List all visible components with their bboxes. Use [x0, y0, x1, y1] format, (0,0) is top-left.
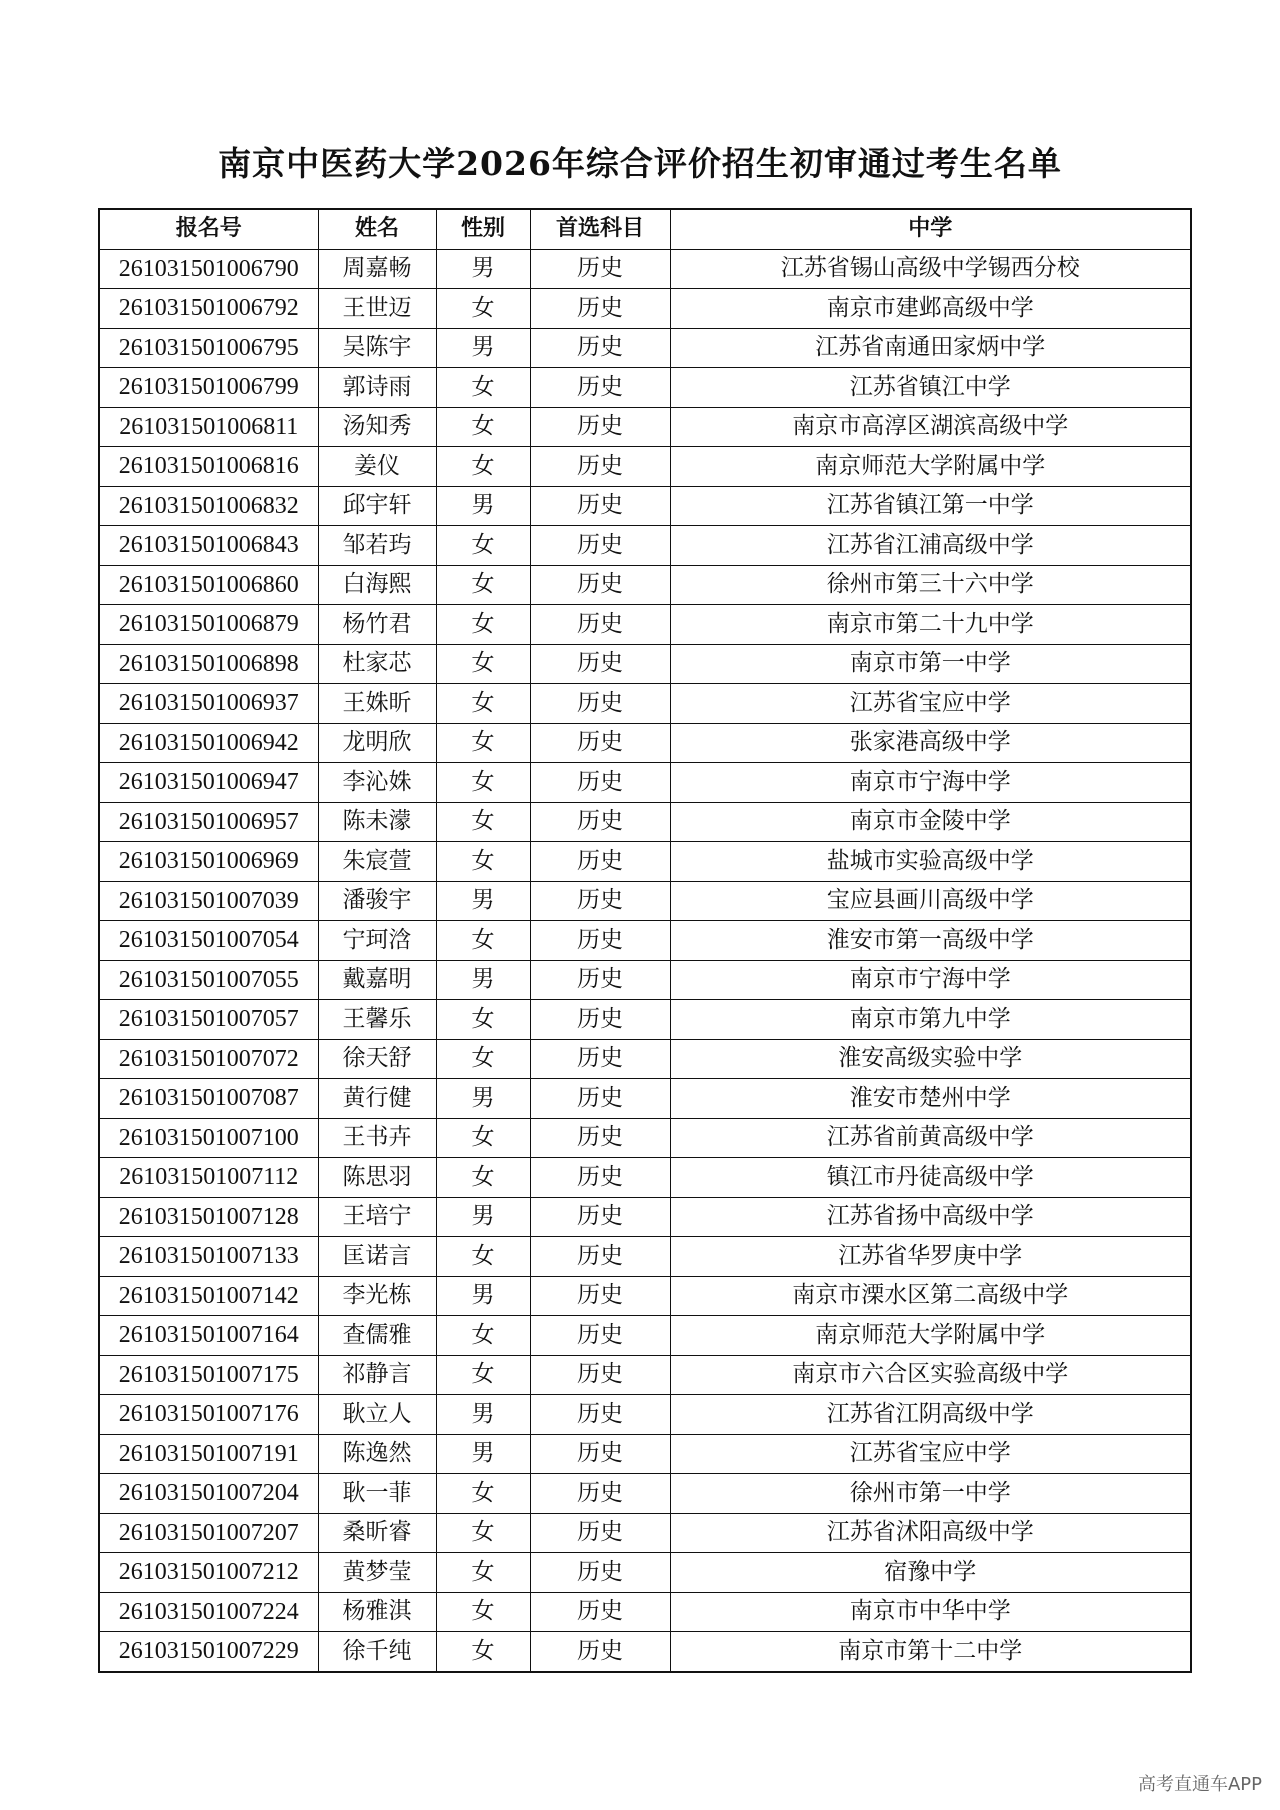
table-row — [99, 565, 1191, 605]
registration-number-cell: 261031501007057 — [99, 1000, 318, 1040]
gender-cell: 女 — [436, 368, 530, 408]
school-cell: 南京市高淳区湖滨高级中学 — [670, 407, 1191, 447]
subject-cell: 历史 — [530, 921, 670, 961]
registration-number-cell: 261031501007204 — [99, 1474, 318, 1514]
subject-cell: 历史 — [530, 1632, 670, 1672]
registration-number-cell: 261031501006811 — [99, 407, 318, 447]
gender-cell: 男 — [436, 1079, 530, 1119]
school-cell: 镇江市丹徒高级中学 — [670, 1158, 1191, 1198]
student-name-cell: 匡诺言 — [318, 1237, 436, 1277]
column-header-registration-number: 报名号 — [99, 209, 318, 249]
gender-cell: 女 — [436, 447, 530, 487]
table-row — [99, 1632, 1191, 1672]
table-row — [99, 723, 1191, 763]
table-row — [99, 447, 1191, 487]
student-name-cell: 桑昕睿 — [318, 1513, 436, 1553]
table-row — [99, 1118, 1191, 1158]
table-row — [99, 802, 1191, 842]
gender-cell: 男 — [436, 960, 530, 1000]
school-cell: 张家港高级中学 — [670, 723, 1191, 763]
registration-number-cell: 261031501006879 — [99, 605, 318, 645]
school-cell: 江苏省南通田家炳中学 — [670, 328, 1191, 368]
registration-number-cell: 261031501007055 — [99, 960, 318, 1000]
student-name-cell: 吴陈宇 — [318, 328, 436, 368]
table-row — [99, 486, 1191, 526]
table-row — [99, 605, 1191, 645]
student-name-cell: 徐天舒 — [318, 1039, 436, 1079]
student-name-cell: 王世迈 — [318, 289, 436, 329]
student-name-cell: 王姝昕 — [318, 684, 436, 724]
school-cell: 南京市宁海中学 — [670, 960, 1191, 1000]
gender-cell: 男 — [436, 486, 530, 526]
student-name-cell: 龙明欣 — [318, 723, 436, 763]
school-cell: 南京市第二十九中学 — [670, 605, 1191, 645]
gender-cell: 女 — [436, 1316, 530, 1356]
subject-cell: 历史 — [530, 328, 670, 368]
subject-cell: 历史 — [530, 763, 670, 803]
gender-cell: 女 — [436, 565, 530, 605]
school-cell: 江苏省扬中高级中学 — [670, 1197, 1191, 1237]
registration-number-cell: 261031501006843 — [99, 526, 318, 566]
table-row — [99, 407, 1191, 447]
student-name-cell: 汤知秀 — [318, 407, 436, 447]
registration-number-cell: 261031501006969 — [99, 842, 318, 882]
registration-number-cell: 261031501006957 — [99, 802, 318, 842]
student-name-cell: 黄行健 — [318, 1079, 436, 1119]
gender-cell: 女 — [436, 644, 530, 684]
student-name-cell: 李光栋 — [318, 1276, 436, 1316]
table-row — [99, 881, 1191, 921]
subject-cell: 历史 — [530, 1553, 670, 1593]
student-name-cell: 郭诗雨 — [318, 368, 436, 408]
registration-number-cell: 261031501006937 — [99, 684, 318, 724]
table-row — [99, 368, 1191, 408]
student-name-cell: 陈逸然 — [318, 1434, 436, 1474]
subject-cell: 历史 — [530, 1158, 670, 1198]
registration-number-cell: 261031501006795 — [99, 328, 318, 368]
school-cell: 徐州市第一中学 — [670, 1474, 1191, 1514]
table-row — [99, 1000, 1191, 1040]
table-row — [99, 1513, 1191, 1553]
school-cell: 江苏省江阴高级中学 — [670, 1395, 1191, 1435]
subject-cell: 历史 — [530, 1039, 670, 1079]
school-cell: 南京市六合区实验高级中学 — [670, 1355, 1191, 1395]
student-name-cell: 戴嘉明 — [318, 960, 436, 1000]
registration-number-cell: 261031501006832 — [99, 486, 318, 526]
registration-number-cell: 261031501007112 — [99, 1158, 318, 1198]
registration-number-cell: 261031501006799 — [99, 368, 318, 408]
table-body — [99, 249, 1191, 1672]
school-cell: 淮安市楚州中学 — [670, 1079, 1191, 1119]
student-name-cell: 白海熙 — [318, 565, 436, 605]
student-name-cell: 杨雅淇 — [318, 1592, 436, 1632]
column-header-name: 姓名 — [318, 209, 436, 249]
student-name-cell: 宁珂浛 — [318, 921, 436, 961]
student-name-cell: 姜仪 — [318, 447, 436, 487]
subject-cell: 历史 — [530, 1513, 670, 1553]
table-row — [99, 1237, 1191, 1277]
school-cell: 淮安高级实验中学 — [670, 1039, 1191, 1079]
school-cell: 南京市宁海中学 — [670, 763, 1191, 803]
school-cell: 南京市第一中学 — [670, 644, 1191, 684]
table-row — [99, 1276, 1191, 1316]
page-title: 南京中医药大学2026年综合评价招生初审通过考生名单 — [218, 144, 1062, 183]
school-cell: 江苏省江浦高级中学 — [670, 526, 1191, 566]
student-name-cell: 杨竹君 — [318, 605, 436, 645]
table-row — [99, 1592, 1191, 1632]
school-cell: 江苏省镇江第一中学 — [670, 486, 1191, 526]
school-cell: 南京市第十二中学 — [670, 1632, 1191, 1672]
school-cell: 南京市第九中学 — [670, 1000, 1191, 1040]
subject-cell: 历史 — [530, 486, 670, 526]
school-cell: 江苏省锡山高级中学锡西分校 — [670, 249, 1191, 289]
table-row — [99, 1553, 1191, 1593]
table-header-row — [99, 209, 1191, 249]
table-row — [99, 1316, 1191, 1356]
registration-number-cell: 261031501006942 — [99, 723, 318, 763]
student-name-cell: 朱宸萱 — [318, 842, 436, 882]
candidate-table — [98, 208, 1192, 1673]
student-name-cell: 杜家芯 — [318, 644, 436, 684]
subject-cell: 历史 — [530, 368, 670, 408]
subject-cell: 历史 — [530, 1592, 670, 1632]
gender-cell: 女 — [436, 1000, 530, 1040]
school-cell: 南京市溧水区第二高级中学 — [670, 1276, 1191, 1316]
gender-cell: 女 — [436, 1474, 530, 1514]
registration-number-cell: 261031501006790 — [99, 249, 318, 289]
gender-cell: 男 — [436, 1197, 530, 1237]
registration-number-cell: 261031501007054 — [99, 921, 318, 961]
student-name-cell: 查儒雅 — [318, 1316, 436, 1356]
gender-cell: 女 — [436, 1158, 530, 1198]
gender-cell: 男 — [436, 1434, 530, 1474]
subject-cell: 历史 — [530, 1276, 670, 1316]
registration-number-cell: 261031501007191 — [99, 1434, 318, 1474]
school-cell: 南京市中华中学 — [670, 1592, 1191, 1632]
table-row — [99, 1434, 1191, 1474]
registration-number-cell: 261031501007087 — [99, 1079, 318, 1119]
subject-cell: 历史 — [530, 1474, 670, 1514]
table-row — [99, 1395, 1191, 1435]
school-cell: 江苏省华罗庚中学 — [670, 1237, 1191, 1277]
gender-cell: 女 — [436, 1513, 530, 1553]
gender-cell: 女 — [436, 605, 530, 645]
registration-number-cell: 261031501007212 — [99, 1553, 318, 1593]
registration-number-cell: 261031501006947 — [99, 763, 318, 803]
registration-number-cell: 261031501007039 — [99, 881, 318, 921]
student-name-cell: 潘骏宇 — [318, 881, 436, 921]
table-row — [99, 328, 1191, 368]
column-header-subject: 首选科目 — [530, 209, 670, 249]
registration-number-cell: 261031501006816 — [99, 447, 318, 487]
table-row — [99, 1039, 1191, 1079]
student-name-cell: 王馨乐 — [318, 1000, 436, 1040]
subject-cell: 历史 — [530, 842, 670, 882]
student-name-cell: 黄梦莹 — [318, 1553, 436, 1593]
table-row — [99, 249, 1191, 289]
school-cell: 江苏省前黄高级中学 — [670, 1118, 1191, 1158]
registration-number-cell: 261031501007072 — [99, 1039, 318, 1079]
subject-cell: 历史 — [530, 802, 670, 842]
student-name-cell: 耿立人 — [318, 1395, 436, 1435]
school-cell: 宿豫中学 — [670, 1553, 1191, 1593]
subject-cell: 历史 — [530, 1118, 670, 1158]
school-cell: 南京市建邺高级中学 — [670, 289, 1191, 329]
school-cell: 江苏省沭阳高级中学 — [670, 1513, 1191, 1553]
gender-cell: 女 — [436, 1553, 530, 1593]
table-row — [99, 763, 1191, 803]
gender-cell: 男 — [436, 1276, 530, 1316]
school-cell: 淮安市第一高级中学 — [670, 921, 1191, 961]
student-name-cell: 周嘉畅 — [318, 249, 436, 289]
school-cell: 南京市金陵中学 — [670, 802, 1191, 842]
subject-cell: 历史 — [530, 526, 670, 566]
school-cell: 徐州市第三十六中学 — [670, 565, 1191, 605]
subject-cell: 历史 — [530, 1079, 670, 1119]
student-name-cell: 陈思羽 — [318, 1158, 436, 1198]
subject-cell: 历史 — [530, 723, 670, 763]
school-cell: 江苏省宝应中学 — [670, 1434, 1191, 1474]
student-name-cell: 祁静言 — [318, 1355, 436, 1395]
gender-cell: 女 — [436, 842, 530, 882]
school-cell: 江苏省宝应中学 — [670, 684, 1191, 724]
table-row — [99, 289, 1191, 329]
table-row — [99, 1197, 1191, 1237]
subject-cell: 历史 — [530, 1197, 670, 1237]
student-name-cell: 徐千纯 — [318, 1632, 436, 1672]
table-row — [99, 1355, 1191, 1395]
gender-cell: 女 — [436, 921, 530, 961]
registration-number-cell: 261031501007100 — [99, 1118, 318, 1158]
subject-cell: 历史 — [530, 1000, 670, 1040]
gender-cell: 男 — [436, 249, 530, 289]
subject-cell: 历史 — [530, 644, 670, 684]
gender-cell: 女 — [436, 1632, 530, 1672]
table-row — [99, 526, 1191, 566]
gender-cell: 男 — [436, 881, 530, 921]
subject-cell: 历史 — [530, 605, 670, 645]
registration-number-cell: 261031501006898 — [99, 644, 318, 684]
registration-number-cell: 261031501007142 — [99, 1276, 318, 1316]
registration-number-cell: 261031501006792 — [99, 289, 318, 329]
subject-cell: 历史 — [530, 447, 670, 487]
gender-cell: 女 — [436, 407, 530, 447]
gender-cell: 女 — [436, 289, 530, 329]
gender-cell: 女 — [436, 684, 530, 724]
gender-cell: 女 — [436, 1039, 530, 1079]
registration-number-cell: 261031501007175 — [99, 1355, 318, 1395]
gender-cell: 女 — [436, 526, 530, 566]
gender-cell: 女 — [436, 763, 530, 803]
table-row — [99, 1158, 1191, 1198]
school-cell: 南京师范大学附属中学 — [670, 447, 1191, 487]
gender-cell: 女 — [436, 1592, 530, 1632]
gender-cell: 女 — [436, 1118, 530, 1158]
school-cell: 南京师范大学附属中学 — [670, 1316, 1191, 1356]
registration-number-cell: 261031501007224 — [99, 1592, 318, 1632]
table-row — [99, 1474, 1191, 1514]
subject-cell: 历史 — [530, 1355, 670, 1395]
gender-cell: 女 — [436, 802, 530, 842]
subject-cell: 历史 — [530, 1434, 670, 1474]
student-name-cell: 耿一菲 — [318, 1474, 436, 1514]
table-row — [99, 644, 1191, 684]
student-name-cell: 李沁姝 — [318, 763, 436, 803]
subject-cell: 历史 — [530, 684, 670, 724]
registration-number-cell: 261031501006860 — [99, 565, 318, 605]
gender-cell: 女 — [436, 1355, 530, 1395]
registration-number-cell: 261031501007207 — [99, 1513, 318, 1553]
subject-cell: 历史 — [530, 960, 670, 1000]
column-header-gender: 性别 — [436, 209, 530, 249]
student-name-cell: 陈未濛 — [318, 802, 436, 842]
subject-cell: 历史 — [530, 249, 670, 289]
column-header-school: 中学 — [670, 209, 1191, 249]
gender-cell: 男 — [436, 1395, 530, 1435]
subject-cell: 历史 — [530, 1316, 670, 1356]
subject-cell: 历史 — [530, 565, 670, 605]
gender-cell: 女 — [436, 723, 530, 763]
school-cell: 盐城市实验高级中学 — [670, 842, 1191, 882]
subject-cell: 历史 — [530, 1395, 670, 1435]
student-name-cell: 王书卉 — [318, 1118, 436, 1158]
subject-cell: 历史 — [530, 289, 670, 329]
student-name-cell: 邹若玙 — [318, 526, 436, 566]
registration-number-cell: 261031501007164 — [99, 1316, 318, 1356]
subject-cell: 历史 — [530, 881, 670, 921]
registration-number-cell: 261031501007128 — [99, 1197, 318, 1237]
registration-number-cell: 261031501007176 — [99, 1395, 318, 1435]
student-name-cell: 邱宇轩 — [318, 486, 436, 526]
gender-cell: 男 — [436, 328, 530, 368]
table-row — [99, 842, 1191, 882]
registration-number-cell: 261031501007229 — [99, 1632, 318, 1672]
subject-cell: 历史 — [530, 1237, 670, 1277]
table-row — [99, 1079, 1191, 1119]
school-cell: 宝应县画川高级中学 — [670, 881, 1191, 921]
school-cell: 江苏省镇江中学 — [670, 368, 1191, 408]
table-row — [99, 960, 1191, 1000]
registration-number-cell: 261031501007133 — [99, 1237, 318, 1277]
table-row — [99, 684, 1191, 724]
subject-cell: 历史 — [530, 407, 670, 447]
table-row — [99, 921, 1191, 961]
gender-cell: 女 — [436, 1237, 530, 1277]
student-name-cell: 王培宁 — [318, 1197, 436, 1237]
watermark-text: 高考直通车APP — [1137, 1774, 1262, 1795]
